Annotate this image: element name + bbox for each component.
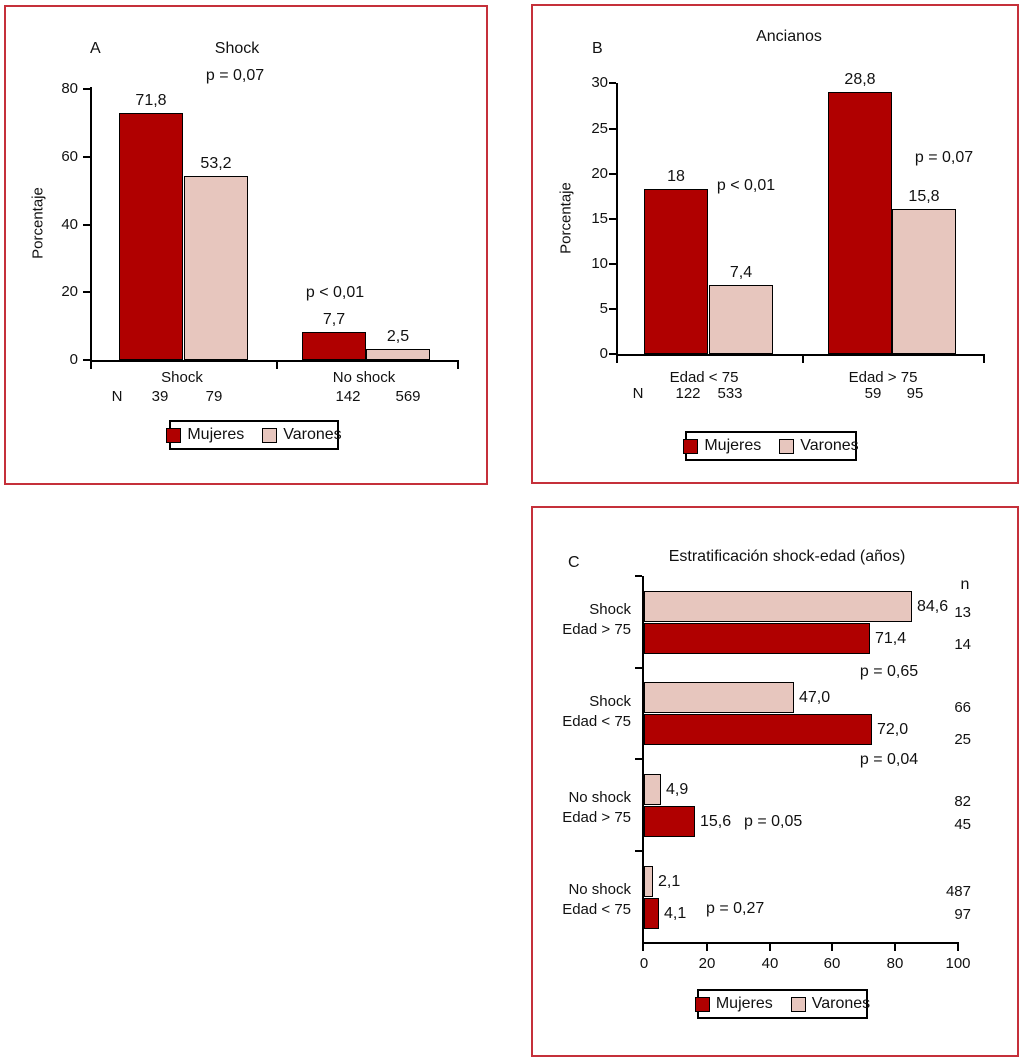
n-shock-lt75-varones: 66 — [954, 699, 971, 716]
panel-a-p-noshock: p < 0,01 — [305, 284, 365, 301]
bar-edad-lt75-mujeres — [644, 168, 708, 354]
category-label-shock-lt75 — [511, 692, 631, 732]
bar-noshock-varones — [366, 328, 430, 360]
x-tick-mark — [90, 360, 92, 369]
y-tick-mark — [83, 291, 90, 293]
category-line: Edad < 75 — [562, 713, 631, 730]
axis-tick-mark — [635, 758, 642, 760]
varones-swatch-icon — [779, 439, 794, 454]
x-tick-label: 100 — [945, 955, 971, 972]
n-noshock-mujeres: 142 — [335, 388, 361, 405]
x-tick-mark — [983, 354, 985, 363]
panel-a-y-axis-label: Porcentaje — [29, 187, 47, 259]
y-tick-label: 60 — [61, 148, 78, 165]
legend-item-mujeres — [695, 995, 773, 1013]
y-tick-label: 0 — [69, 351, 78, 368]
x-tick-mark — [769, 942, 771, 951]
bar-noshock-mujeres — [302, 311, 366, 360]
y-tick-label: 5 — [599, 300, 608, 317]
category-line: Shock — [589, 693, 631, 710]
x-tick-mark — [457, 360, 459, 369]
x-tick-mark — [642, 942, 644, 951]
legend-label-varones: Varones — [811, 995, 871, 1012]
y-tick-label: 80 — [61, 80, 78, 97]
x-tick-mark — [706, 942, 708, 951]
bar-value-label: 28,8 — [844, 71, 876, 88]
y-tick-label: 10 — [591, 255, 608, 272]
bar-noshock-lt75-mujeres — [644, 898, 687, 929]
category-label-noshock: No shock — [332, 369, 396, 386]
mujeres-swatch-icon — [166, 428, 181, 443]
x-tick-mark — [831, 942, 833, 951]
n-noshock-gt75-varones: 82 — [954, 793, 971, 810]
category-line: Edad < 75 — [562, 901, 631, 918]
n-noshock-varones: 569 — [395, 388, 421, 405]
bar-value-label: 7,7 — [322, 311, 346, 328]
x-tick-label: 0 — [639, 955, 649, 972]
x-tick-mark — [894, 942, 896, 951]
bar-value-label: 18 — [667, 168, 685, 185]
x-tick-label: 20 — [698, 955, 716, 972]
y-tick-label: 30 — [591, 74, 608, 91]
legend-item-mujeres — [166, 426, 244, 444]
x-tick-label: 40 — [761, 955, 779, 972]
y-tick-label: 15 — [591, 210, 608, 227]
bar-value-label: 2,1 — [658, 872, 681, 890]
panel-b-letter: B — [592, 40, 603, 57]
bar-value-label: 15,8 — [908, 188, 940, 205]
panel-b — [531, 4, 1019, 484]
bar-value-label: 84,6 — [917, 597, 949, 615]
bar-shock-lt75-mujeres — [644, 714, 909, 745]
y-tick-mark — [609, 263, 616, 265]
panel-c-p-noshock-lt75: p = 0,27 — [706, 900, 765, 917]
category-line: No shock — [568, 881, 631, 898]
n-edad-gt75-mujeres: 59 — [864, 385, 882, 402]
category-line: Edad > 75 — [562, 621, 631, 638]
x-tick-mark — [802, 354, 804, 363]
axis-tick-mark — [635, 850, 642, 852]
bar-value-label: 4,1 — [664, 904, 687, 922]
y-tick-mark — [609, 353, 616, 355]
varones-swatch-icon — [262, 428, 277, 443]
n-edad-lt75-mujeres: 122 — [675, 385, 701, 402]
panel-b-plot-area — [616, 71, 985, 356]
axis-tick-mark — [635, 575, 642, 577]
bar-noshock-lt75-varones — [644, 866, 681, 897]
x-tick-label: 80 — [886, 955, 904, 972]
legend-item-varones — [779, 437, 858, 455]
panel-b-p-edad-gt75: p = 0,07 — [914, 149, 974, 166]
legend-label-mujeres: Mujeres — [715, 995, 773, 1012]
panel-a — [4, 5, 488, 485]
y-tick-mark — [609, 128, 616, 130]
panel-b-p-edad-lt75: p < 0,01 — [716, 177, 776, 194]
y-tick-mark — [83, 88, 90, 90]
y-tick-mark — [609, 173, 616, 175]
category-line: No shock — [568, 789, 631, 806]
y-tick-mark — [83, 156, 90, 158]
legend — [685, 431, 857, 461]
n-noshock-lt75-mujeres: 97 — [954, 906, 971, 923]
axis-tick-mark — [635, 667, 642, 669]
x-tick-mark — [957, 942, 959, 951]
category-label-edad-lt75: Edad < 75 — [669, 369, 739, 386]
bar-shock-gt75-varones — [644, 591, 949, 622]
n-edad-lt75-varones: 533 — [717, 385, 743, 402]
n-noshock-gt75-mujeres: 45 — [954, 816, 971, 833]
legend-label-varones: Varones — [283, 426, 342, 443]
n-shock-varones: 79 — [205, 388, 223, 405]
category-line: Edad > 75 — [562, 809, 631, 826]
n-shock-gt75-mujeres: 14 — [954, 636, 971, 653]
bar-noshock-gt75-mujeres — [644, 806, 732, 837]
bar-value-label: 71,4 — [875, 629, 907, 647]
y-tick-label: 25 — [591, 120, 608, 137]
n-shock-mujeres: 39 — [151, 388, 169, 405]
panel-a-title: Shock — [214, 40, 260, 57]
bar-shock-varones — [184, 155, 248, 360]
bar-noshock-gt75-varones — [644, 774, 689, 805]
y-tick-mark — [83, 224, 90, 226]
legend — [697, 989, 871, 1019]
n-shock-gt75-varones: 13 — [954, 604, 971, 621]
panel-a-letter: A — [90, 40, 101, 57]
y-tick-mark — [609, 218, 616, 220]
bar-value-label: 4,9 — [666, 780, 689, 798]
bar-value-label: 2,5 — [386, 328, 410, 345]
category-label-shock: Shock — [161, 369, 203, 386]
legend — [169, 420, 342, 450]
y-tick-label: 40 — [61, 216, 78, 233]
x-tick-label: 60 — [823, 955, 841, 972]
panel-a-plot-area — [90, 87, 459, 362]
bar-value-label: 72,0 — [877, 720, 909, 738]
panel-c-p-shock-lt75: p = 0,04 — [859, 751, 919, 768]
panel-c-p-shock-gt75: p = 0,65 — [859, 663, 919, 680]
n-shock-lt75-mujeres: 25 — [954, 731, 971, 748]
bar-value-label: 71,8 — [135, 92, 167, 109]
legend-label-mujeres: Mujeres — [187, 426, 245, 443]
y-tick-mark — [609, 82, 616, 84]
panel-c-p-noshock-gt75: p = 0,05 — [744, 813, 803, 830]
n-noshock-lt75-varones: 487 — [945, 883, 971, 900]
legend-label-mujeres: Mujeres — [704, 437, 762, 454]
y-tick-label: 20 — [61, 283, 78, 300]
panel-a-p-shock: p = 0,07 — [205, 67, 265, 84]
panel-c-letter: C — [568, 554, 580, 571]
x-tick-mark — [616, 354, 618, 363]
category-label-noshock-lt75 — [511, 880, 631, 920]
varones-swatch-icon — [791, 997, 806, 1012]
mujeres-swatch-icon — [695, 997, 710, 1012]
bar-value-label: 53,2 — [200, 155, 232, 172]
legend-item-varones — [791, 995, 870, 1013]
panel-c-title: Estratificación shock-edad (años) — [668, 548, 906, 565]
legend-item-varones — [262, 426, 341, 444]
n-row-label: N — [111, 388, 123, 405]
n-edad-gt75-varones: 95 — [906, 385, 924, 402]
panel-b-y-axis-label: Porcentaje — [557, 182, 575, 254]
x-tick-mark — [276, 360, 278, 369]
y-tick-label: 20 — [591, 165, 608, 182]
bar-edad-lt75-varones — [709, 264, 773, 354]
category-line: Shock — [589, 601, 631, 618]
legend-label-varones: Varones — [800, 437, 859, 454]
bar-value-label: 47,0 — [799, 688, 831, 706]
legend-item-mujeres — [683, 437, 761, 455]
n-column-header: n — [960, 576, 970, 593]
category-label-edad-gt75: Edad > 75 — [848, 369, 918, 386]
category-label-shock-gt75 — [511, 600, 631, 640]
bar-value-label: 7,4 — [729, 264, 753, 281]
panel-c — [531, 506, 1019, 1057]
mujeres-swatch-icon — [683, 439, 698, 454]
bar-edad-gt75-mujeres — [828, 71, 892, 354]
bar-shock-lt75-varones — [644, 682, 831, 713]
bar-edad-gt75-varones — [892, 188, 956, 354]
bar-shock-mujeres — [119, 92, 183, 360]
panel-b-title: Ancianos — [756, 28, 822, 45]
n-row-label: N — [632, 385, 644, 402]
category-label-noshock-gt75 — [511, 788, 631, 828]
y-tick-mark — [609, 308, 616, 310]
y-tick-mark — [83, 359, 90, 361]
bar-value-label: 15,6 — [700, 812, 732, 830]
bar-shock-gt75-mujeres — [644, 623, 907, 654]
y-tick-label: 0 — [599, 345, 608, 362]
